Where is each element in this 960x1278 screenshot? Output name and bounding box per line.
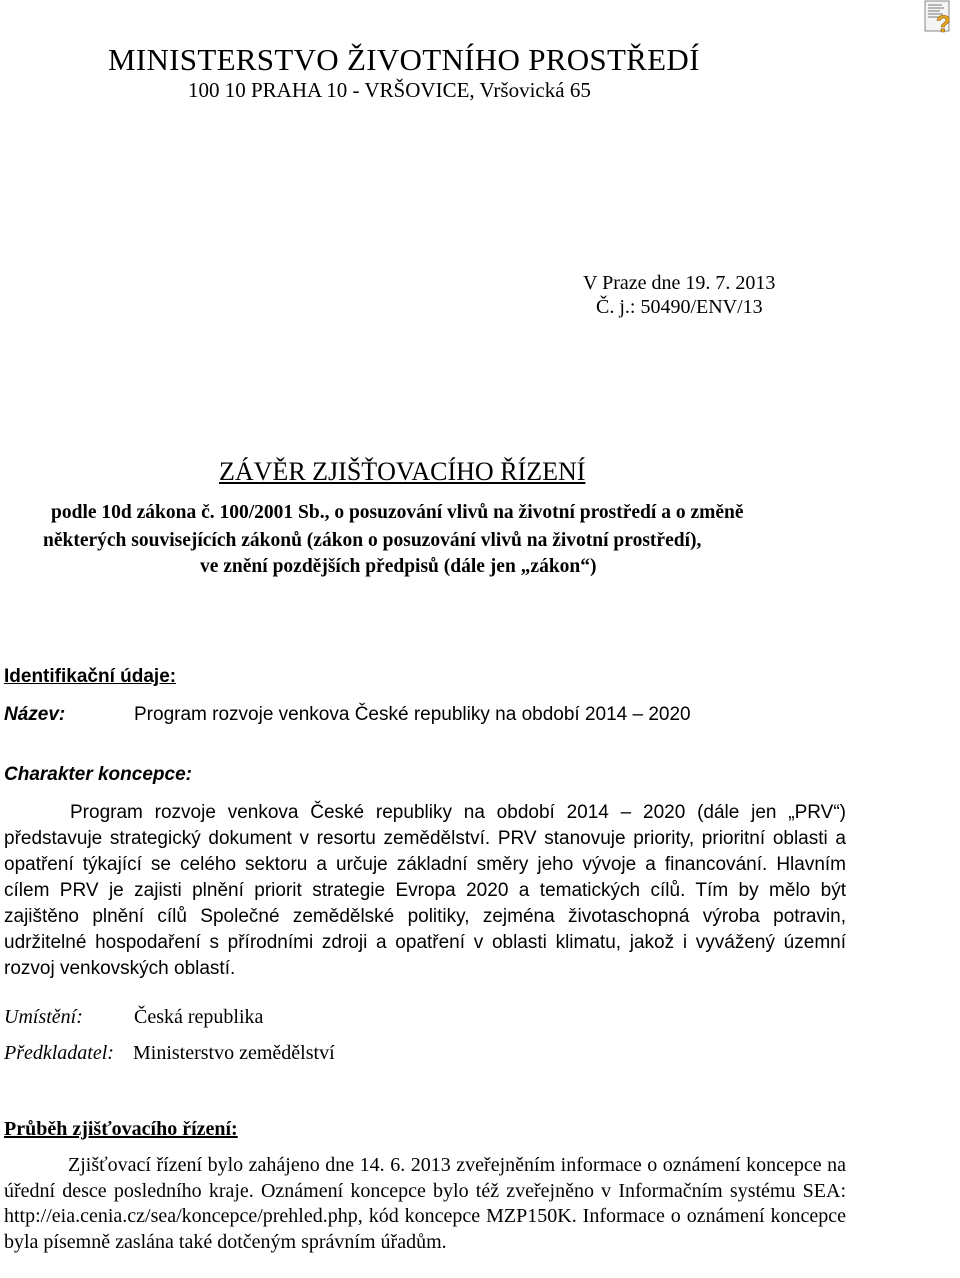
- reference-number: Č. j.: 50490/ENV/13: [596, 296, 763, 318]
- location-value: Česká republika: [134, 1006, 264, 1028]
- identification-heading: Identifikační údaje:: [4, 666, 177, 687]
- document-date: V Praze dne 19. 7. 2013: [583, 272, 776, 294]
- ministry-name: MINISTERSTVO ŽIVOTNÍHO PROSTŘEDÍ: [108, 42, 700, 77]
- legal-basis-line-1: podle 10d zákona č. 100/2001 Sb., o posuzování vlivů na životní prostředí a o změně: [51, 502, 744, 523]
- name-label: Název:: [4, 704, 66, 725]
- procedure-heading: Průběh zjišťovacího řízení:: [4, 1118, 238, 1140]
- character-description: Program rozvoje venkova České republiky na období 2014 – 2020 (dále jen „PRV“) představuje strategický dokument v resortu zemědělství. PRV stanovuje priority, prioritní oblasti a opatření týkající se celého sektoru a určuje základní směry jeho vývoje a financování. Hlavním cílem PRV je zajisti plnění priorit strategie Evropa 2020 a tematických cílů. Tím by mělo být zajištěno plnění cílů Společné zemědělské politiky, zejména životaschopná výroba potravin, udržitelné hospodaření s přírodními zdroji a opatření v oblasti klimatu, jakož i vyvážený územní rozvoj venkovských oblastí.: [4, 802, 846, 979]
- svg-text:?: ?: [936, 11, 951, 34]
- ministry-address: 100 10 PRAHA 10 - VRŠOVICE, Vršovická 65: [188, 78, 591, 102]
- submitter-value: Ministerstvo zemědělství: [133, 1042, 335, 1064]
- name-value: Program rozvoje venkova České republiky na období 2014 – 2020: [134, 704, 691, 725]
- procedure-description: Zjišťovací řízení bylo zahájeno dne 14. 6. 2013 zveřejněním informace o oznámení koncepce na úřední desce posledního kraje. Oznámení koncepce bylo též zveřejněno v Informačním systému SEA: http://eia.cenia.cz/sea/koncepce/prehled.php, kód koncepce MZP150K. Informace o oznámení koncepce byla písemně zaslána také dotčeným správním úřadům.: [4, 1154, 846, 1253]
- document-title: ZÁVĚR ZJIŠŤOVACÍHO ŘÍZENÍ: [219, 457, 586, 486]
- document-question-icon: [922, 0, 956, 34]
- legal-basis-line-3: ve znění pozdějších předpisů (dále jen „zákon“): [200, 556, 597, 577]
- location-label: Umístění:: [4, 1006, 83, 1028]
- legal-basis-line-2: některých souvisejících zákonů (zákon o posuzování vlivů na životní prostředí),: [43, 530, 702, 551]
- character-label: Charakter koncepce:: [4, 764, 192, 785]
- submitter-label: Předkladatel:: [4, 1042, 114, 1064]
